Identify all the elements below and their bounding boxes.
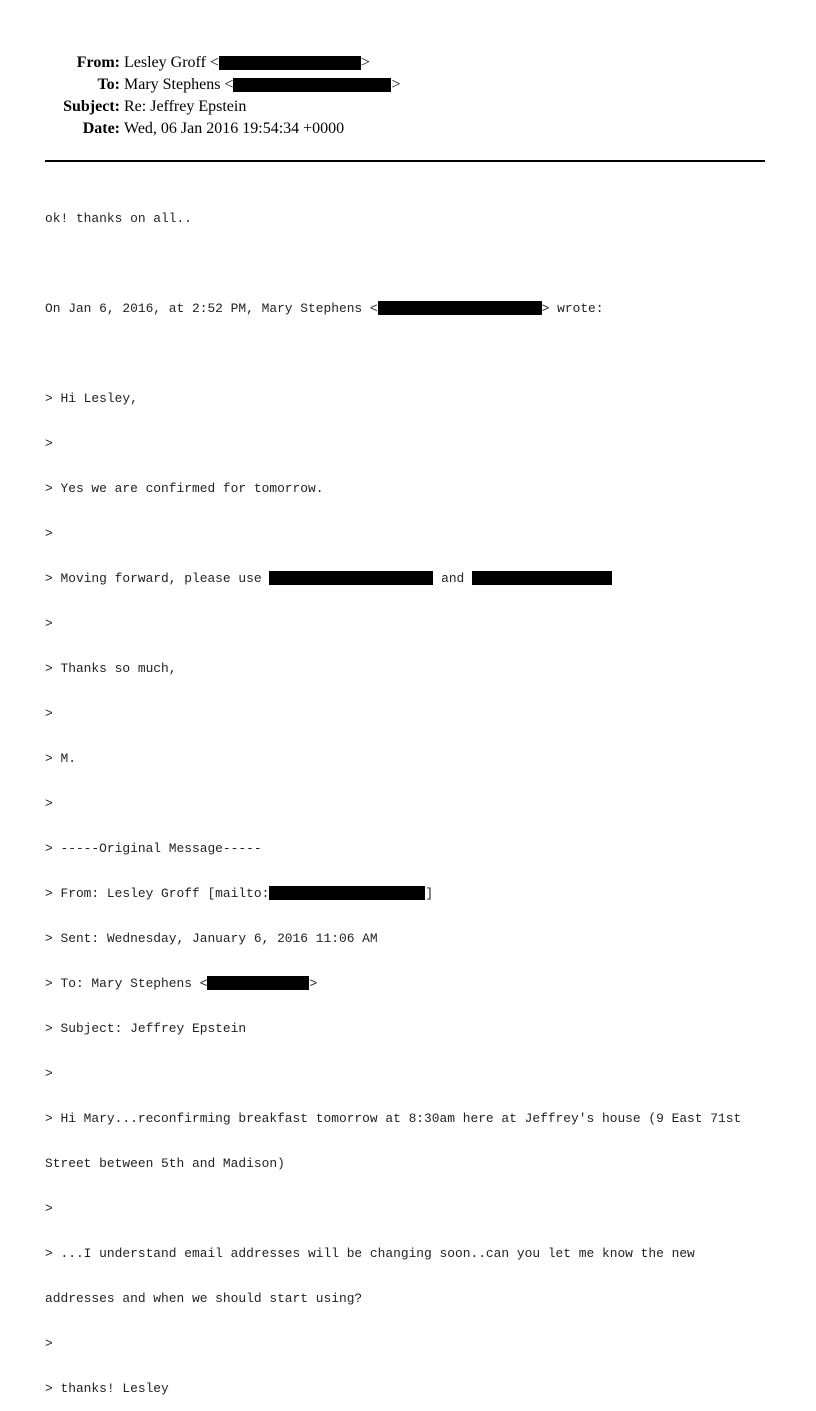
quoted-line: > Hi Lesley,	[45, 391, 138, 406]
subject-value: Re: Jeffrey Epstein	[124, 98, 247, 115]
quoted-line: > thanks! Lesley	[45, 1381, 169, 1396]
quoted-line: > Subject: Jeffrey Epstein	[45, 1021, 247, 1036]
to-value	[124, 74, 400, 96]
subject-row	[0, 96, 816, 118]
to-label: To:	[97, 76, 120, 93]
from-close: >	[360, 54, 370, 71]
quoted-line: > -----Original Message-----	[45, 841, 262, 856]
email-header	[0, 52, 816, 140]
to-name: Mary Stephens <	[124, 76, 234, 93]
redaction-box	[472, 571, 612, 585]
quoted-line: >	[45, 436, 53, 451]
quoted-line: Street between 5th and Madison)	[45, 1156, 285, 1171]
subject-label: Subject:	[63, 98, 120, 115]
quote-intro-text: On Jan 6, 2016, at 2:52 PM, Mary Stephens <	[45, 301, 378, 316]
reply-text: ok! thanks on all..	[45, 211, 192, 226]
redaction-box	[378, 301, 542, 315]
to-close: >	[391, 76, 401, 93]
from-row	[0, 52, 816, 74]
quoted-line: >	[45, 526, 53, 541]
quoted-line	[45, 571, 775, 586]
blank-line	[45, 346, 775, 361]
date-row	[0, 118, 816, 140]
quoted-text: ]	[425, 886, 434, 901]
quoted-text: > From: Lesley Groff [mailto:	[45, 886, 270, 901]
blank-line	[45, 256, 775, 271]
quoted-text: >	[309, 976, 318, 991]
from-value	[124, 52, 370, 74]
quoted-line: > Sent: Wednesday, January 6, 2016 11:06 AM	[45, 931, 378, 946]
quoted-line: >	[45, 1066, 53, 1081]
quoted-line: >	[45, 706, 53, 721]
quoted-text: > To: Mary Stephens <	[45, 976, 208, 991]
redaction-box	[233, 78, 391, 92]
date-label: Date:	[82, 120, 120, 137]
redaction-box	[269, 571, 433, 585]
from-label: From:	[76, 54, 120, 71]
quoted-line: >	[45, 1336, 53, 1351]
quote-intro-wrote: > wrote:	[541, 301, 604, 316]
quoted-line: > Hi Mary...reconfirming breakfast tomorrow at 8:30am here at Jeffrey's house (9 East 71st	[45, 1111, 742, 1126]
from-name: Lesley Groff <	[124, 54, 219, 71]
quoted-line: > Thanks so much,	[45, 661, 177, 676]
date-value: Wed, 06 Jan 2016 19:54:34 +0000	[124, 120, 345, 137]
quoted-line: > M.	[45, 751, 76, 766]
quoted-line: >	[45, 1201, 53, 1216]
message-body	[45, 181, 775, 1411]
quoted-line	[45, 886, 775, 901]
quoted-line: >	[45, 616, 53, 631]
to-row	[0, 74, 816, 96]
quoted-line: > ...I understand email addresses will be changing soon..can you let me know the new	[45, 1246, 695, 1261]
quote-intro	[45, 301, 775, 316]
redaction-box	[269, 886, 425, 900]
quoted-line: addresses and when we should start using?	[45, 1291, 363, 1306]
quoted-line: > Yes we are confirmed for tomorrow.	[45, 481, 324, 496]
redaction-box	[219, 56, 361, 70]
quoted-line	[45, 976, 775, 991]
header-divider	[45, 160, 765, 162]
quoted-text: and	[433, 571, 473, 586]
quoted-text: > Moving forward, please use	[45, 571, 270, 586]
quoted-line: >	[45, 796, 53, 811]
redaction-box	[207, 976, 309, 990]
